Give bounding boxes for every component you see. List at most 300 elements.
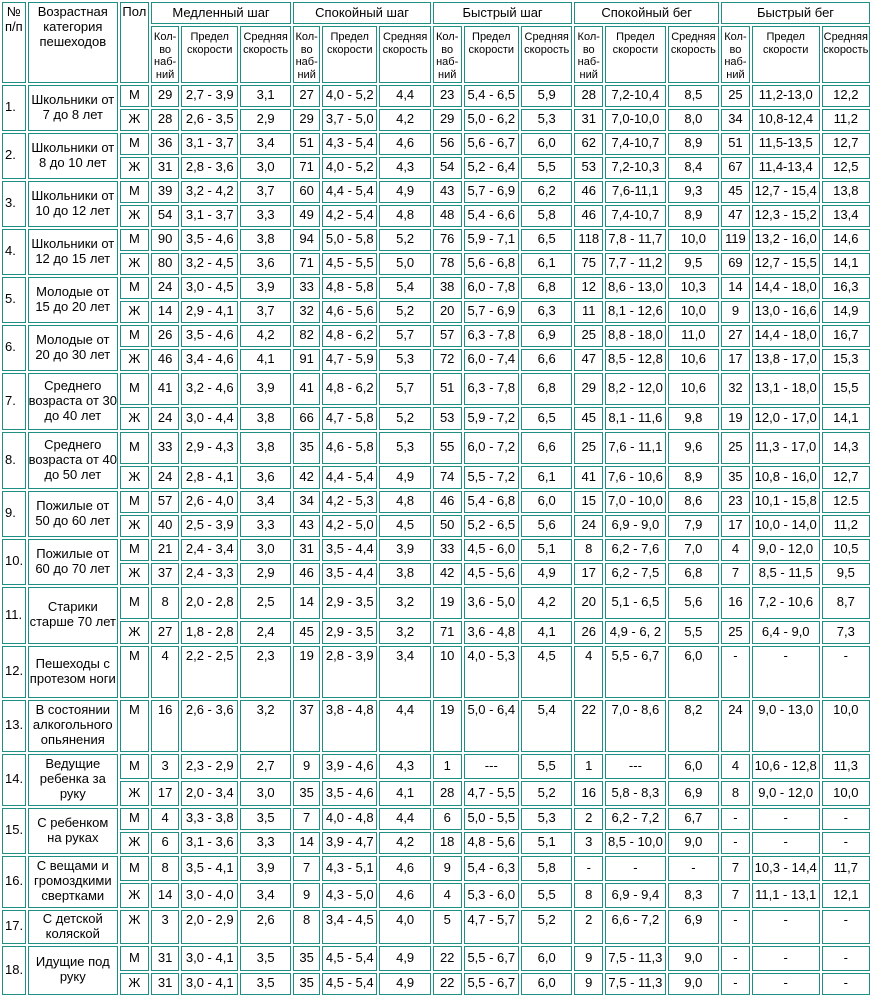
sex-cell: Ж — [120, 973, 149, 995]
count-cell: 8 — [574, 539, 603, 561]
range-cell: - — [752, 946, 820, 971]
row-number: 1. — [2, 85, 26, 131]
table-row — [2, 700, 870, 752]
row-number: 3. — [2, 181, 26, 227]
table-row — [2, 781, 870, 806]
sex-cell: Ж — [120, 466, 149, 489]
avg-cell: 12,1 — [822, 883, 870, 908]
subheader-count: Кол-во наб-ний — [293, 26, 320, 83]
range-cell: 2,0 - 2,9 — [181, 910, 237, 944]
range-cell: - — [752, 832, 820, 854]
table-row — [2, 205, 870, 227]
range-cell: 10,3 - 14,4 — [752, 856, 820, 881]
count-cell: 4 — [574, 646, 603, 698]
avg-cell: 8,9 — [668, 466, 719, 489]
count-cell: 8 — [151, 587, 180, 619]
count-cell: 69 — [721, 253, 750, 275]
header-category: Возрастная категория пешеходов — [28, 2, 118, 83]
category-cell: Ведущие ребенка за руку — [28, 754, 118, 806]
range-cell: 6,0 - 7,2 — [464, 432, 519, 464]
count-cell: 14 — [293, 587, 320, 619]
avg-cell: 3,5 — [240, 946, 291, 971]
range-cell: 4,7 - 5,9 — [322, 349, 377, 371]
avg-cell: 4,9 — [521, 563, 572, 585]
range-cell: 12,7 - 15,4 — [752, 181, 820, 203]
range-cell: 5,4 - 6,5 — [464, 85, 519, 107]
range-cell: 4,4 - 5,4 — [322, 181, 377, 203]
range-cell: 3,5 - 4,6 — [181, 229, 237, 251]
avg-cell: 11,0 — [668, 325, 719, 347]
count-cell: 25 — [721, 432, 750, 464]
avg-cell: 6,5 — [521, 229, 572, 251]
range-cell: 8,2 - 12,0 — [605, 373, 666, 405]
avg-cell: 6,9 — [521, 325, 572, 347]
range-cell: 5,7 - 6,9 — [464, 181, 519, 203]
table-row — [2, 515, 870, 537]
range-cell: 6,3 - 7,8 — [464, 325, 519, 347]
count-cell: 20 — [433, 301, 462, 323]
count-cell: 41 — [151, 373, 180, 405]
avg-cell: 3,8 — [379, 563, 430, 585]
count-cell: 80 — [151, 253, 180, 275]
avg-cell: 5,2 — [521, 781, 572, 806]
avg-cell: 6,1 — [521, 253, 572, 275]
count-cell: - — [721, 832, 750, 854]
count-cell: 76 — [433, 229, 462, 251]
range-cell: 4,8 - 5,8 — [322, 277, 377, 299]
range-cell: 13,0 - 16,6 — [752, 301, 820, 323]
range-cell: 2,9 - 4,3 — [181, 432, 237, 464]
avg-cell: 5,7 — [379, 325, 430, 347]
count-cell: 41 — [574, 466, 603, 489]
count-cell: 16 — [151, 700, 180, 752]
subheader-count: Кол-во наб-ний — [574, 26, 603, 83]
count-cell: 7 — [721, 856, 750, 881]
avg-cell: 2,4 — [240, 621, 291, 644]
count-cell: 42 — [433, 563, 462, 585]
avg-cell: 5,6 — [521, 515, 572, 537]
avg-cell: 3,0 — [240, 781, 291, 806]
count-cell: 46 — [151, 349, 180, 371]
count-cell: 7 — [293, 808, 320, 830]
range-cell: 3,1 - 3,6 — [181, 832, 237, 854]
category-cell: Школьники от 7 до 8 лет — [28, 85, 118, 131]
count-cell: 22 — [433, 946, 462, 971]
range-cell: 4,7 - 5,8 — [322, 407, 377, 430]
sex-cell: М — [120, 491, 149, 513]
range-cell: 3,2 - 4,2 — [181, 181, 237, 203]
count-cell: 39 — [151, 181, 180, 203]
avg-cell: 4,6 — [379, 883, 430, 908]
avg-cell: 6,9 — [668, 910, 719, 944]
avg-cell: 2,6 — [240, 910, 291, 944]
category-cell: В состоянии алкогольного опьянения — [28, 700, 118, 752]
count-cell: - — [721, 646, 750, 698]
avg-cell: 2,3 — [240, 646, 291, 698]
count-cell: 46 — [574, 181, 603, 203]
range-cell: 5,0 - 6,2 — [464, 109, 519, 131]
avg-cell: 4,2 — [379, 109, 430, 131]
avg-cell: 7,0 — [668, 539, 719, 561]
avg-cell: 4,2 — [521, 587, 572, 619]
range-cell: 14,4 - 18,0 — [752, 277, 820, 299]
avg-cell: 3,4 — [379, 646, 430, 698]
range-cell: 2,6 - 3,5 — [181, 109, 237, 131]
avg-cell: 3,3 — [240, 832, 291, 854]
range-cell: 2,0 - 3,4 — [181, 781, 237, 806]
range-cell: - — [752, 910, 820, 944]
count-cell: 71 — [433, 621, 462, 644]
avg-cell: 3,6 — [240, 253, 291, 275]
count-cell: 43 — [433, 181, 462, 203]
range-cell: 7,5 - 11,3 — [605, 973, 666, 995]
category-cell: С детской коляской — [28, 910, 118, 944]
avg-cell: 4,2 — [240, 325, 291, 347]
sex-cell: М — [120, 181, 149, 203]
count-cell: 16 — [721, 587, 750, 619]
range-cell: 5,5 - 6,7 — [464, 946, 519, 971]
range-cell: 4,3 - 5,4 — [322, 133, 377, 155]
table-row — [2, 539, 870, 561]
range-cell: 4,3 - 5,1 — [322, 856, 377, 881]
category-cell: Молодые от 15 до 20 лет — [28, 277, 118, 323]
count-cell: 47 — [574, 349, 603, 371]
count-cell: 74 — [433, 466, 462, 489]
row-number: 10. — [2, 539, 26, 585]
avg-cell: 2,9 — [240, 563, 291, 585]
range-cell: 10,0 - 14,0 — [752, 515, 820, 537]
count-cell: 29 — [293, 109, 320, 131]
avg-cell: 5,4 — [379, 277, 430, 299]
range-cell: 8,1 - 11,6 — [605, 407, 666, 430]
subheader-range: Предел скорости — [181, 26, 237, 83]
avg-cell: 6,1 — [521, 466, 572, 489]
count-cell: 1 — [433, 754, 462, 779]
count-cell: 51 — [433, 373, 462, 405]
range-cell: 6,3 - 7,8 — [464, 373, 519, 405]
range-cell: 5,4 - 6,6 — [464, 205, 519, 227]
avg-cell: - — [668, 856, 719, 881]
row-number: 5. — [2, 277, 26, 323]
sex-cell: Ж — [120, 253, 149, 275]
range-cell: 13,8 - 17,0 — [752, 349, 820, 371]
count-cell: 24 — [151, 466, 180, 489]
count-cell: 31 — [574, 109, 603, 131]
avg-cell: 10,6 — [668, 349, 719, 371]
sex-cell: М — [120, 754, 149, 779]
range-cell: 5,2 - 6,5 — [464, 515, 519, 537]
range-cell: 7,2-10,4 — [605, 85, 666, 107]
count-cell: 9 — [574, 946, 603, 971]
avg-cell: 4,9 — [379, 973, 430, 995]
count-cell: 35 — [721, 466, 750, 489]
range-cell: 3,3 - 3,8 — [181, 808, 237, 830]
count-cell: - — [721, 973, 750, 995]
count-cell: 49 — [293, 205, 320, 227]
sex-cell: Ж — [120, 205, 149, 227]
row-number: 15. — [2, 808, 26, 854]
count-cell: 46 — [293, 563, 320, 585]
count-cell: 78 — [433, 253, 462, 275]
range-cell: 5,2 - 6,4 — [464, 157, 519, 179]
count-cell: 9 — [721, 301, 750, 323]
range-cell: 4,2 - 5,4 — [322, 205, 377, 227]
range-cell: 7,4-10,7 — [605, 205, 666, 227]
header-group: Быстрый бег — [721, 2, 870, 24]
row-number: 18. — [2, 946, 26, 995]
range-cell: 4,0 - 5,2 — [322, 157, 377, 179]
avg-cell: 4,4 — [379, 85, 430, 107]
range-cell: 3,0 - 4,1 — [181, 973, 237, 995]
range-cell: 4,3 - 5,0 — [322, 883, 377, 908]
range-cell: 3,2 - 4,6 — [181, 373, 237, 405]
count-cell: 72 — [433, 349, 462, 371]
count-cell: 45 — [574, 407, 603, 430]
avg-cell: 3,5 — [240, 808, 291, 830]
table-row — [2, 301, 870, 323]
avg-cell: 10,0 — [822, 781, 870, 806]
count-cell: 35 — [293, 973, 320, 995]
avg-cell: 9,0 — [668, 832, 719, 854]
range-cell: 5,4 - 6,8 — [464, 491, 519, 513]
range-cell: 3,1 - 3,7 — [181, 133, 237, 155]
range-cell: 2,4 - 3,4 — [181, 539, 237, 561]
sex-cell: М — [120, 856, 149, 881]
count-cell: 71 — [293, 157, 320, 179]
avg-cell: 4,8 — [379, 205, 430, 227]
table-row — [2, 181, 870, 203]
range-cell: --- — [605, 754, 666, 779]
range-cell: 6,9 - 9,4 — [605, 883, 666, 908]
avg-cell: 6,0 — [521, 973, 572, 995]
count-cell: 38 — [433, 277, 462, 299]
count-cell: 7 — [721, 883, 750, 908]
range-cell: - — [752, 808, 820, 830]
avg-cell: 4,2 — [379, 832, 430, 854]
range-cell: 5,0 - 5,8 — [322, 229, 377, 251]
sex-cell: Ж — [120, 515, 149, 537]
row-number: 17. — [2, 910, 26, 944]
range-cell: 12,3 - 15,2 — [752, 205, 820, 227]
count-cell: 48 — [433, 205, 462, 227]
range-cell: 5,4 - 6,3 — [464, 856, 519, 881]
range-cell: 4,0 - 4,8 — [322, 808, 377, 830]
avg-cell: 3,7 — [240, 301, 291, 323]
count-cell: 27 — [151, 621, 180, 644]
range-cell: 5,3 - 6,0 — [464, 883, 519, 908]
range-cell: 2,9 - 4,1 — [181, 301, 237, 323]
avg-cell: 7,9 — [668, 515, 719, 537]
sex-cell: М — [120, 587, 149, 619]
row-number: 14. — [2, 754, 26, 806]
avg-cell: 2,7 — [240, 754, 291, 779]
sex-cell: Ж — [120, 109, 149, 131]
range-cell: 12,0 - 17,0 — [752, 407, 820, 430]
sex-cell: Ж — [120, 563, 149, 585]
avg-cell: 6,7 — [668, 808, 719, 830]
count-cell: 34 — [293, 491, 320, 513]
range-cell: 3,0 - 4,5 — [181, 277, 237, 299]
subheader-avg: Средняя скорость — [379, 26, 430, 83]
table-row — [2, 466, 870, 489]
range-cell: 7,6-11,1 — [605, 181, 666, 203]
category-cell: Школьники от 8 до 10 лет — [28, 133, 118, 179]
count-cell: 10 — [433, 646, 462, 698]
table-row — [2, 407, 870, 430]
subheader-range: Предел скорости — [322, 26, 377, 83]
count-cell: 51 — [721, 133, 750, 155]
range-cell: 11,2-13,0 — [752, 85, 820, 107]
range-cell: 3,1 - 3,7 — [181, 205, 237, 227]
avg-cell: 14,1 — [822, 253, 870, 275]
count-cell: 45 — [293, 621, 320, 644]
range-cell: 4,0 - 5,2 — [322, 85, 377, 107]
sex-cell: Ж — [120, 781, 149, 806]
avg-cell: 7,3 — [822, 621, 870, 644]
range-cell: 5,6 - 6,7 — [464, 133, 519, 155]
table-row — [2, 491, 870, 513]
table-row — [2, 946, 870, 971]
avg-cell: 11,3 — [822, 754, 870, 779]
subheader-avg: Средняя скорость — [668, 26, 719, 83]
count-cell: 23 — [721, 491, 750, 513]
count-cell: 23 — [433, 85, 462, 107]
range-cell: 11,3 - 17,0 — [752, 432, 820, 464]
range-cell: 3,4 - 4,5 — [322, 910, 377, 944]
avg-cell: 6,2 — [521, 181, 572, 203]
avg-cell: 2,9 — [240, 109, 291, 131]
count-cell: 35 — [293, 781, 320, 806]
range-cell: - — [752, 646, 820, 698]
range-cell: 3,0 - 4,1 — [181, 946, 237, 971]
count-cell: 32 — [293, 301, 320, 323]
range-cell: 4,6 - 5,6 — [322, 301, 377, 323]
category-cell: Пожилые от 60 до 70 лет — [28, 539, 118, 585]
range-cell: 4,4 - 5,4 — [322, 466, 377, 489]
count-cell: 18 — [433, 832, 462, 854]
avg-cell: 14,6 — [822, 229, 870, 251]
avg-cell: 5,0 — [379, 253, 430, 275]
avg-cell: 9,6 — [668, 432, 719, 464]
table-row — [2, 621, 870, 644]
avg-cell: 4,4 — [379, 700, 430, 752]
count-cell: 54 — [433, 157, 462, 179]
range-cell: 6,9 - 9,0 — [605, 515, 666, 537]
range-cell: 2,2 - 2,5 — [181, 646, 237, 698]
range-cell: 12,7 - 15,5 — [752, 253, 820, 275]
count-cell: 25 — [721, 85, 750, 107]
avg-cell: 12.5 — [822, 491, 870, 513]
range-cell: 3,6 - 4,8 — [464, 621, 519, 644]
count-cell: 56 — [433, 133, 462, 155]
avg-cell: 3,4 — [240, 133, 291, 155]
table-row — [2, 808, 870, 830]
table-row — [2, 563, 870, 585]
count-cell: 31 — [151, 157, 180, 179]
row-number: 8. — [2, 432, 26, 489]
count-cell: 31 — [151, 946, 180, 971]
avg-cell: 4,5 — [379, 515, 430, 537]
count-cell: 31 — [293, 539, 320, 561]
category-cell: Среднего возраста от 30 до 40 лет — [28, 373, 118, 430]
avg-cell: 3,8 — [240, 407, 291, 430]
category-cell: Школьники от 10 до 12 лет — [28, 181, 118, 227]
avg-cell: - — [822, 646, 870, 698]
avg-cell: 4,9 — [379, 181, 430, 203]
count-cell: 8 — [574, 883, 603, 908]
avg-cell: 6,0 — [668, 754, 719, 779]
avg-cell: 3,4 — [240, 883, 291, 908]
avg-cell: 14,1 — [822, 407, 870, 430]
avg-cell: 10,0 — [668, 301, 719, 323]
count-cell: 28 — [433, 781, 462, 806]
avg-cell: 3,9 — [240, 373, 291, 405]
avg-cell: 8,4 — [668, 157, 719, 179]
avg-cell: 9,8 — [668, 407, 719, 430]
avg-cell: 5,2 — [379, 301, 430, 323]
sex-cell: Ж — [120, 407, 149, 430]
count-cell: 35 — [293, 946, 320, 971]
range-cell: --- — [464, 754, 519, 779]
count-cell: 41 — [293, 373, 320, 405]
count-cell: 37 — [151, 563, 180, 585]
count-cell: 94 — [293, 229, 320, 251]
count-cell: - — [721, 910, 750, 944]
avg-cell: 13,8 — [822, 181, 870, 203]
count-cell: 7 — [721, 563, 750, 585]
range-cell: 3,5 - 4,1 — [181, 856, 237, 881]
count-cell: 14 — [151, 883, 180, 908]
count-cell: 29 — [433, 109, 462, 131]
avg-cell: 5,9 — [521, 85, 572, 107]
range-cell: 2,7 - 3,9 — [181, 85, 237, 107]
avg-cell: 10,5 — [822, 539, 870, 561]
sex-cell: Ж — [120, 349, 149, 371]
count-cell: 54 — [151, 205, 180, 227]
count-cell: 24 — [151, 277, 180, 299]
count-cell: 1 — [574, 754, 603, 779]
avg-cell: 9,5 — [822, 563, 870, 585]
table-row — [2, 229, 870, 251]
count-cell: 24 — [574, 515, 603, 537]
range-cell: 3,6 - 5,0 — [464, 587, 519, 619]
range-cell: 2,5 - 3,9 — [181, 515, 237, 537]
avg-cell: 10,0 — [822, 700, 870, 752]
range-cell: 9,0 - 13,0 — [752, 700, 820, 752]
range-cell: 4,5 - 5,4 — [322, 973, 377, 995]
count-cell: 17 — [151, 781, 180, 806]
table-row — [2, 133, 870, 155]
row-number: 16. — [2, 856, 26, 908]
range-cell: 3,0 - 4,0 — [181, 883, 237, 908]
range-cell: 4,0 - 5,3 — [464, 646, 519, 698]
count-cell: 17 — [574, 563, 603, 585]
avg-cell: 6,3 — [521, 301, 572, 323]
avg-cell: 8,5 — [668, 85, 719, 107]
avg-cell: 4,0 — [379, 910, 430, 944]
header-sex: Пол — [120, 2, 149, 83]
avg-cell: 5,8 — [521, 856, 572, 881]
count-cell: 62 — [574, 133, 603, 155]
avg-cell: 12,7 — [822, 466, 870, 489]
range-cell: 4,7 - 5,5 — [464, 781, 519, 806]
count-cell: 29 — [151, 85, 180, 107]
count-cell: 28 — [151, 109, 180, 131]
range-cell: 10,1 - 15,8 — [752, 491, 820, 513]
count-cell: 3 — [151, 754, 180, 779]
avg-cell: 5,7 — [379, 373, 430, 405]
avg-cell: 13,4 — [822, 205, 870, 227]
